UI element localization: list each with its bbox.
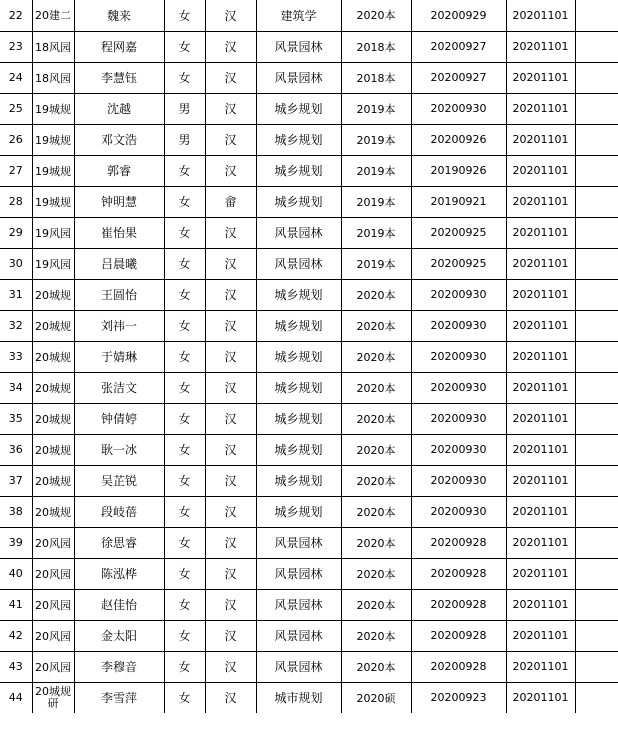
gender-cell: 女: [164, 589, 205, 620]
ethnicity-cell: 汉: [205, 620, 256, 651]
major-cell: 风景园林: [256, 31, 341, 62]
name-cell: 李穆音: [74, 651, 164, 682]
name-cell: 魏来: [74, 0, 164, 31]
date-approved-cell: 20201101: [506, 558, 575, 589]
row-number: 41: [0, 589, 32, 620]
table-row: [0, 434, 618, 465]
major-cell: 城乡规划: [256, 279, 341, 310]
row-number: 40: [0, 558, 32, 589]
class-cell: 19城规: [32, 93, 74, 124]
major-cell: 城乡规划: [256, 372, 341, 403]
major-cell: 建筑学: [256, 0, 341, 31]
row-number: 23: [0, 31, 32, 62]
class-cell: 20风园: [32, 527, 74, 558]
name-cell: 陈泓桦: [74, 558, 164, 589]
empty-cell: [575, 558, 618, 589]
gender-cell: 女: [164, 620, 205, 651]
class-cell: 20城规: [32, 310, 74, 341]
degree-cell: 2020本: [341, 496, 411, 527]
name-cell: 郭睿: [74, 155, 164, 186]
major-cell: 城乡规划: [256, 93, 341, 124]
gender-cell: 女: [164, 341, 205, 372]
gender-cell: 男: [164, 124, 205, 155]
name-cell: 崔怡果: [74, 217, 164, 248]
ethnicity-cell: 汉: [205, 124, 256, 155]
gender-cell: 女: [164, 186, 205, 217]
date-applied-cell: 20200929: [411, 0, 506, 31]
name-cell: 刘祎一: [74, 310, 164, 341]
name-cell: 段岐蓓: [74, 496, 164, 527]
date-applied-cell: 20200930: [411, 465, 506, 496]
ethnicity-cell: 汉: [205, 341, 256, 372]
table-row: [0, 217, 618, 248]
class-cell: 20城规: [32, 496, 74, 527]
name-cell: 于婧琳: [74, 341, 164, 372]
ethnicity-cell: 汉: [205, 155, 256, 186]
empty-cell: [575, 496, 618, 527]
ethnicity-cell: 汉: [205, 93, 256, 124]
gender-cell: 女: [164, 31, 205, 62]
major-cell: 城乡规划: [256, 341, 341, 372]
table-row: [0, 403, 618, 434]
date-applied-cell: 20200930: [411, 341, 506, 372]
empty-cell: [575, 62, 618, 93]
date-approved-cell: 20201101: [506, 310, 575, 341]
degree-cell: 2019本: [341, 186, 411, 217]
empty-cell: [575, 682, 618, 713]
row-number: 42: [0, 620, 32, 651]
class-cell: 18风园: [32, 62, 74, 93]
date-approved-cell: 20201101: [506, 31, 575, 62]
date-applied-cell: 20200930: [411, 372, 506, 403]
class-cell: 20城规: [32, 372, 74, 403]
row-number: 33: [0, 341, 32, 372]
gender-cell: 女: [164, 217, 205, 248]
major-cell: 风景园林: [256, 217, 341, 248]
class-cell: 20建二: [32, 0, 74, 31]
gender-cell: 女: [164, 62, 205, 93]
date-applied-cell: 20200930: [411, 93, 506, 124]
empty-cell: [575, 186, 618, 217]
empty-cell: [575, 93, 618, 124]
row-number: 24: [0, 62, 32, 93]
date-applied-cell: 20200927: [411, 31, 506, 62]
major-cell: 城乡规划: [256, 186, 341, 217]
major-cell: 风景园林: [256, 589, 341, 620]
date-approved-cell: 20201101: [506, 279, 575, 310]
row-number: 30: [0, 248, 32, 279]
major-cell: 风景园林: [256, 248, 341, 279]
ethnicity-cell: 汉: [205, 527, 256, 558]
empty-cell: [575, 248, 618, 279]
ethnicity-cell: 汉: [205, 248, 256, 279]
row-number: 35: [0, 403, 32, 434]
date-applied-cell: 20200925: [411, 217, 506, 248]
date-approved-cell: 20201101: [506, 124, 575, 155]
row-number: 38: [0, 496, 32, 527]
empty-cell: [575, 279, 618, 310]
gender-cell: 女: [164, 310, 205, 341]
degree-cell: 2020本: [341, 465, 411, 496]
date-applied-cell: 20200928: [411, 558, 506, 589]
table-row: [0, 124, 618, 155]
gender-cell: 女: [164, 465, 205, 496]
class-cell: 20城规: [32, 465, 74, 496]
degree-cell: 2020本: [341, 620, 411, 651]
row-number: 43: [0, 651, 32, 682]
degree-cell: 2019本: [341, 124, 411, 155]
ethnicity-cell: 畲: [205, 186, 256, 217]
major-cell: 城乡规划: [256, 124, 341, 155]
degree-cell: 2020本: [341, 341, 411, 372]
ethnicity-cell: 汉: [205, 279, 256, 310]
degree-cell: 2020本: [341, 589, 411, 620]
date-approved-cell: 20201101: [506, 186, 575, 217]
major-cell: 城乡规划: [256, 465, 341, 496]
name-cell: 李雪萍: [74, 682, 164, 713]
date-approved-cell: 20201101: [506, 93, 575, 124]
row-number: 31: [0, 279, 32, 310]
date-applied-cell: 20200927: [411, 62, 506, 93]
class-cell: 19城规: [32, 124, 74, 155]
name-cell: 徐思睿: [74, 527, 164, 558]
degree-cell: 2018本: [341, 62, 411, 93]
table-row: [0, 93, 618, 124]
name-cell: 钟明慧: [74, 186, 164, 217]
table-row: [0, 31, 618, 62]
major-cell: 风景园林: [256, 62, 341, 93]
date-applied-cell: 20190926: [411, 155, 506, 186]
table-row: [0, 0, 618, 31]
empty-cell: [575, 465, 618, 496]
date-approved-cell: 20201101: [506, 217, 575, 248]
empty-cell: [575, 310, 618, 341]
major-cell: 城乡规划: [256, 403, 341, 434]
date-approved-cell: 20201101: [506, 496, 575, 527]
row-number: 44: [0, 682, 32, 713]
table-row: [0, 186, 618, 217]
degree-cell: 2020本: [341, 372, 411, 403]
gender-cell: 女: [164, 496, 205, 527]
table-row: [0, 310, 618, 341]
date-approved-cell: 20201101: [506, 0, 575, 31]
gender-cell: 女: [164, 527, 205, 558]
major-cell: 风景园林: [256, 558, 341, 589]
ethnicity-cell: 汉: [205, 434, 256, 465]
class-cell: 20城规: [32, 341, 74, 372]
date-applied-cell: 20190921: [411, 186, 506, 217]
degree-cell: 2020硕: [341, 682, 411, 713]
empty-cell: [575, 403, 618, 434]
gender-cell: 女: [164, 372, 205, 403]
name-cell: 李慧钰: [74, 62, 164, 93]
row-number: 34: [0, 372, 32, 403]
empty-cell: [575, 651, 618, 682]
date-approved-cell: 20201101: [506, 682, 575, 713]
class-cell: 19风园: [32, 217, 74, 248]
class-cell: 20风园: [32, 651, 74, 682]
gender-cell: 男: [164, 93, 205, 124]
name-cell: 王圆怡: [74, 279, 164, 310]
empty-cell: [575, 372, 618, 403]
major-cell: 城乡规划: [256, 434, 341, 465]
major-cell: 城市规划: [256, 682, 341, 713]
gender-cell: 女: [164, 403, 205, 434]
class-cell: 19城规: [32, 186, 74, 217]
date-applied-cell: 20200930: [411, 496, 506, 527]
date-approved-cell: 20201101: [506, 589, 575, 620]
major-cell: 风景园林: [256, 527, 341, 558]
gender-cell: 女: [164, 434, 205, 465]
date-approved-cell: 20201101: [506, 527, 575, 558]
degree-cell: 2019本: [341, 93, 411, 124]
degree-cell: 2019本: [341, 217, 411, 248]
class-cell: 20风园: [32, 558, 74, 589]
name-cell: 钟倩婷: [74, 403, 164, 434]
degree-cell: 2020本: [341, 310, 411, 341]
table-row: [0, 589, 618, 620]
class-cell: 20城规研: [32, 682, 74, 713]
table-row: [0, 372, 618, 403]
degree-cell: 2020本: [341, 434, 411, 465]
date-approved-cell: 20201101: [506, 155, 575, 186]
date-approved-cell: 20201101: [506, 465, 575, 496]
ethnicity-cell: 汉: [205, 403, 256, 434]
row-number: 26: [0, 124, 32, 155]
class-cell: 19风园: [32, 248, 74, 279]
row-number: 25: [0, 93, 32, 124]
gender-cell: 女: [164, 0, 205, 31]
ethnicity-cell: 汉: [205, 589, 256, 620]
date-approved-cell: 20201101: [506, 62, 575, 93]
date-applied-cell: 20200930: [411, 279, 506, 310]
empty-cell: [575, 217, 618, 248]
degree-cell: 2020本: [341, 527, 411, 558]
ethnicity-cell: 汉: [205, 682, 256, 713]
class-cell: 20城规: [32, 434, 74, 465]
row-number: 22: [0, 0, 32, 31]
date-approved-cell: 20201101: [506, 372, 575, 403]
empty-cell: [575, 31, 618, 62]
major-cell: 风景园林: [256, 620, 341, 651]
table-row: [0, 62, 618, 93]
ethnicity-cell: 汉: [205, 310, 256, 341]
date-applied-cell: 20200928: [411, 527, 506, 558]
table-row: [0, 155, 618, 186]
table-row: [0, 465, 618, 496]
row-number: 36: [0, 434, 32, 465]
major-cell: 城乡规划: [256, 310, 341, 341]
ethnicity-cell: 汉: [205, 31, 256, 62]
table-row: [0, 527, 618, 558]
class-cell: 20风园: [32, 589, 74, 620]
name-cell: 吴芷锐: [74, 465, 164, 496]
date-approved-cell: 20201101: [506, 403, 575, 434]
degree-cell: 2020本: [341, 558, 411, 589]
degree-cell: 2020本: [341, 651, 411, 682]
date-applied-cell: 20200930: [411, 434, 506, 465]
major-cell: 城乡规划: [256, 496, 341, 527]
table-row: [0, 496, 618, 527]
table-row: [0, 341, 618, 372]
gender-cell: 女: [164, 155, 205, 186]
table-row: [0, 682, 618, 713]
date-applied-cell: 20200923: [411, 682, 506, 713]
table-row: [0, 558, 618, 589]
name-cell: 吕晨曦: [74, 248, 164, 279]
gender-cell: 女: [164, 248, 205, 279]
gender-cell: 女: [164, 279, 205, 310]
date-applied-cell: 20200925: [411, 248, 506, 279]
class-cell: 20城规: [32, 403, 74, 434]
class-cell: 20风园: [32, 620, 74, 651]
name-cell: 程网嘉: [74, 31, 164, 62]
empty-cell: [575, 341, 618, 372]
table-row: [0, 279, 618, 310]
ethnicity-cell: 汉: [205, 0, 256, 31]
row-number: 39: [0, 527, 32, 558]
degree-cell: 2020本: [341, 0, 411, 31]
name-cell: 金太阳: [74, 620, 164, 651]
ethnicity-cell: 汉: [205, 558, 256, 589]
name-cell: 赵佳怡: [74, 589, 164, 620]
degree-cell: 2020本: [341, 279, 411, 310]
table-row: [0, 620, 618, 651]
ethnicity-cell: 汉: [205, 465, 256, 496]
major-cell: 城乡规划: [256, 155, 341, 186]
row-number: 37: [0, 465, 32, 496]
name-cell: 沈越: [74, 93, 164, 124]
date-applied-cell: 20200926: [411, 124, 506, 155]
empty-cell: [575, 0, 618, 31]
empty-cell: [575, 434, 618, 465]
table-row: [0, 651, 618, 682]
date-approved-cell: 20201101: [506, 620, 575, 651]
table-row: [0, 248, 618, 279]
gender-cell: 女: [164, 651, 205, 682]
class-cell: 18风园: [32, 31, 74, 62]
date-approved-cell: 20201101: [506, 651, 575, 682]
ethnicity-cell: 汉: [205, 651, 256, 682]
empty-cell: [575, 620, 618, 651]
date-applied-cell: 20200930: [411, 310, 506, 341]
empty-cell: [575, 589, 618, 620]
gender-cell: 女: [164, 558, 205, 589]
degree-cell: 2019本: [341, 248, 411, 279]
name-cell: 邓文浩: [74, 124, 164, 155]
date-approved-cell: 20201101: [506, 434, 575, 465]
ethnicity-cell: 汉: [205, 372, 256, 403]
date-approved-cell: 20201101: [506, 248, 575, 279]
degree-cell: 2020本: [341, 403, 411, 434]
class-cell: 19城规: [32, 155, 74, 186]
class-cell: 20城规: [32, 279, 74, 310]
major-cell: 风景园林: [256, 651, 341, 682]
date-applied-cell: 20200928: [411, 589, 506, 620]
empty-cell: [575, 155, 618, 186]
row-number: 28: [0, 186, 32, 217]
date-applied-cell: 20200928: [411, 651, 506, 682]
date-approved-cell: 20201101: [506, 341, 575, 372]
empty-cell: [575, 527, 618, 558]
date-applied-cell: 20200928: [411, 620, 506, 651]
name-cell: 耿一冰: [74, 434, 164, 465]
row-number: 32: [0, 310, 32, 341]
ethnicity-cell: 汉: [205, 496, 256, 527]
empty-cell: [575, 124, 618, 155]
date-applied-cell: 20200930: [411, 403, 506, 434]
name-cell: 张洁文: [74, 372, 164, 403]
row-number: 27: [0, 155, 32, 186]
degree-cell: 2018本: [341, 31, 411, 62]
degree-cell: 2019本: [341, 155, 411, 186]
ethnicity-cell: 汉: [205, 217, 256, 248]
ethnicity-cell: 汉: [205, 62, 256, 93]
gender-cell: 女: [164, 682, 205, 713]
row-number: 29: [0, 217, 32, 248]
